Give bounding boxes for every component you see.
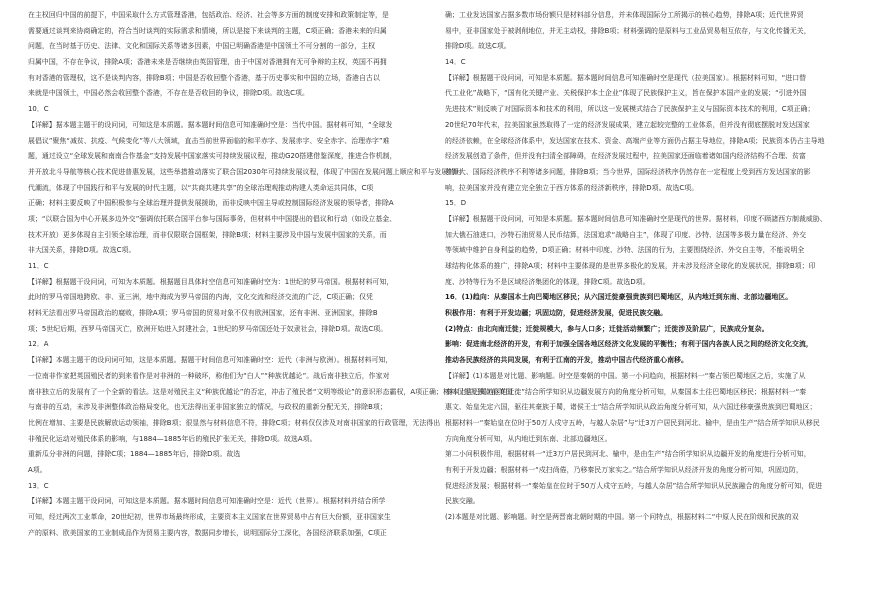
right-column-text-line: 响，拉美国家并没有建立完全独立于西方体系的经济新秩序，排除D项。故选C项。 <box>445 183 699 192</box>
left-column-text-line: 11．C <box>28 262 49 270</box>
left-column-text-line: 重新瓜分非洲的问题，排除C项；1884—1885年后，排除D项。故选 <box>28 450 241 459</box>
left-column-text-line: 有对香港的管理权，这不是谈判内容，排除B项；中国是否收回整个香港，基于历史事实和中国的立场，香港自古以 <box>28 73 380 82</box>
left-column-text-line: 非殖民化运动对殖民体系的影响，与1884—1885年后的殖民扩张无关，排除D项。故选A项。 <box>28 434 317 443</box>
left-column-text-line: 【详解】本题主题干的设问词可知，这是本质题。据题干时间信息可知准确时空：近代（非洲与欧洲）。根据材料可知， <box>28 356 393 365</box>
left-column-text-line: 此时的罗马帝国地跨欧、非、亚三洲，地中海成为罗马帝国的内海，文化交流和经济交流的广泛，C项正确；仅凭 <box>28 293 373 302</box>
left-column-text-line: 【详解】据本题主题干的设问词，可知这是本质题。据本题时间信息可知准确时空是：当代中国。据材料可知，“全球发 <box>28 120 393 129</box>
left-column-text-line: 12．A <box>28 340 49 349</box>
left-column-text-line: 比例在增加、主要是民族解放运动领袖，排除B项；很显然与材料信息不符，排除C项；材料仅仅涉及对南非国家的行政管理，无法得出 <box>28 418 441 427</box>
right-column-text-line: (2)本题是对比题、影响题。时空是两晋南北朝时期的中国。第一个问特点，根据材料二“中原人民在阶级和民族的双 <box>445 513 799 521</box>
right-column-text-line: 16．(1)趋向：从秦国本土向巴蜀地区移民；从六国迁徙豪强贵族到巴蜀地区，从内地迁到东南、北部边疆地区。 <box>445 293 793 302</box>
right-column-text-line: 20世纪70年代末，拉美国家虽然取得了一定的经济发展成果，建立起较完整的工业体系，但并没有彻底摆脱对发达国家 <box>445 120 810 129</box>
right-column-text-line: 方向角度分析可知，从内地迁到东南、北部边疆地区。 <box>445 434 612 443</box>
right-column-text-line: 易中，亚非国家处于被剥削地位，并无主动权，排除B项；材料强调的是原料与工业品贸易相互依存，与文化传播无关， <box>445 26 811 35</box>
right-column-text-line: (2)特点：由北向南迁徙；迁徙规模大，参与人口多；迁徙活动频繁广；迁徙涉及阶层广，民族成分复杂。 <box>445 324 769 333</box>
right-column-text-line: 第二小问积极作用，根据材料一“迁3万户居民到河北、榆中，是由生产”结合所学知识从边疆开发的角度进行分析可知， <box>445 450 811 459</box>
right-column-text-line: 14．C <box>445 58 466 67</box>
left-column-text-line: 问题，在当时基于历史、法律、文化和国际关系等诸多因素，中国已明确香港是中国领土不可分割的一部分，主权 <box>28 42 376 51</box>
right-column-text-line: 促进经济发展；根据材料一“秦始皇在位时于50万人戍守五岭，与越人杂居”结合所学知识从民族融合的角度分析可知，促进 <box>445 481 823 490</box>
left-column-text-line: 一位南非作家把英国殖民者的到来看作是对非洲的一种破坏，称他们为“白人”“种族优越论”。战后南非独立后，作家对 <box>28 371 390 380</box>
right-column-text-line: 【详解】根据题干设问词，可知是本质题。据本题时间信息可知准确时空是现代（拉美国家）。根据材料可知，“进口替 <box>445 73 807 82</box>
right-column-text-line: 民族交融。 <box>445 497 480 506</box>
right-column-text-line: 等领域中维护自身利益的趋势，D项正确；材料中印度、沙特、法国的行为，主要围绕经济、外交自主等，不能说明全 <box>445 246 805 255</box>
left-column-text-line: 题，通过设立“全球发展和南南合作基金”支持发展中国家落实可持续发展议程，推动G20搭建借鉴深度，推进合作机制， <box>28 152 397 161</box>
right-column-text-line: 推动各民族经济的共同发展，有利于江南的开发，推动中国古代经济重心南移。 <box>445 356 688 365</box>
right-column-text-line: 积极作用：有利于开发边疆；巩固边防，促进经济发展，促进民族交融。 <box>445 309 668 318</box>
left-column-text-line: 项；5世纪后期，西罗马帝国灭亡，欧洲开始进入封建社会，1世纪的罗马帝国还处于奴隶社会，排除D项。故选C项。 <box>28 324 388 333</box>
right-column-text-line: 先进技术”则反映了对国际资本和技术的利用，所以这一发展模式结合了民族保护主义与国际资本技术的利用，C项正确； <box>445 105 815 114</box>
left-column-text-line: 项；“以联合国为中心开展多边外交”强调依托联合国平台参与国际事务，但材料中中国提出的倡议和行动（如设立基金、 <box>28 214 397 223</box>
left-column-text-line: 13．C <box>28 481 49 490</box>
right-column-text-line: 15．D <box>445 199 467 208</box>
right-column-text-line: 秦本土往巴蜀地区的迁徙”结合所学知识从边疆发展方向的角度分析可知，从秦国本土往巴蜀地区移民；根据材料一“秦 <box>445 387 807 396</box>
right-column-text-line: 影响：促进南北经济的开发，有利于加强全国各地区经济文化发展的平衡性；有利于国内各族人民之间的经济文化交流， <box>445 340 813 349</box>
left-column-text-line: 在主权回归中国的前提下，中国采取什么方式管理香港，包括政治、经济、社会等多方面的制度安排和政策制定等，是 <box>28 11 389 19</box>
left-column-text-line: 并开放北斗导航等核心技术促进普惠发展，这些举措推动落实了联合国2030年可持续发展议程，体现了中国在发展问题上顺应和平与发展的时 <box>28 167 463 176</box>
right-column-text-line: 有利于开发边疆；根据材料一“戍扫尚倦，乃移秦民万家实之。”结合所学知识从经济开发的角度分析可知，巩固边防， <box>445 465 803 474</box>
right-column-text-line: 排除D项。故选C项。 <box>445 42 511 51</box>
left-column-text-line: 代潮流，体现了中国践行和平与发展的时代主题，以“共商共建共享”的全球治理观推动构建人类命运共同体，C项 <box>28 183 374 192</box>
left-column-text-line: 正确；材料主要反映了中国积极参与全球治理并提供发展援助，而非反映中国主导或控制国际经济发展的领导者，排除A <box>28 199 394 208</box>
left-column-text-line: 可知，经过两次工业革命，20世纪初，世界市场最终形成，主要资本主义国家在世界贸易中占有巨大份额，亚非国家生 <box>28 513 391 521</box>
left-column-text-line: A项。 <box>28 465 47 474</box>
left-column-text-line: 归属中国，不存在争议，排除A项；香港未来是否继续由英国管理，由于中国对香港拥有无可争辩的主权，英国不再拥 <box>28 58 387 67</box>
right-column-text-line: 球结构化体系的推广，排除A项；材料中主要体现的是世界多极化的发展，并未涉及经济全球化的发展状况，排除B项；印 <box>445 262 816 270</box>
right-column-text-line: 【详解】根据题干设问词，可知是本质题。据本题时间信息可知准确时空是现代的世界。据材料，印度不顾諸西方制裁威胁、 <box>445 214 827 223</box>
left-column-text-line: 【详解】根据题干设问词，可知为本质题。根据题目具体时空信息可知准确时空为：1世纪的罗马帝国。根据材料可知， <box>28 277 394 286</box>
left-column-text-line: 10．C <box>28 105 49 114</box>
left-column-text-line: 南非独立后的发展有了一个全新的看法。这是对殖民主义“种族优越论”的否定，冲击了殖民者“文明等级论”的意识形态霸权，A项正确；材料仅提及独立前英国 <box>28 387 513 396</box>
right-column-text-line: 加大俄石油进口，沙特石油贸易人民币结算，法国追求“战略自主”，体现了印度、沙特、法国等多极力量在经济、外交 <box>445 230 807 239</box>
right-column <box>445 8 845 526</box>
right-column-text-line: 惠文、始皇先定六国，驱往其豪族于蜀，诸侯王士”结合所学知识从政治角度分析可知，从六国迁移豪强贵族到巴蜀地区； <box>445 403 817 412</box>
right-column-text-line: 代工业化”战略下，“国有化关键产业、关税保护本土企业”体现了民族保护主义，旨在保护本国产业的发展；“引进外国 <box>445 89 807 98</box>
left-column-text-line: 【详解】本题主题干设问词，可知这是本质题。据本题时间信息可知准确时空是：近代（世界）。根据材料并结合所学 <box>28 497 386 506</box>
left-column-text-line: 技术开放）更多体现自主引领全球治理，而非仅限联合国框架，排除B项；材料主要涉及中国与发展中国家的关系，而 <box>28 230 387 239</box>
right-column-text-line: 经济发展创造了条件，但并没有扫清全部障碍，在经济发展过程中，拉美国家还面临着诸如国内经济结构不合理、贫富 <box>445 152 806 161</box>
left-column-text-line: 非大国关系，排除D项。故选C项。 <box>28 246 136 255</box>
right-column-text-line: 度、沙特等行为不是区域经济集团化的体现，排除C项。故选D项。 <box>445 277 650 286</box>
right-column-text-line: 确；工业发达国家占据多数市场份额只是材料部分信息，并未体现国际分工所揭示的核心趋势，排除A项；近代世界贸 <box>445 11 804 19</box>
right-column-text-line: 差距大、国际经济秩序不利等诸多问题，排除B项；当今世界，国际经济秩序仍然存在一定程度上受到西方发达国家的影 <box>445 167 811 176</box>
left-column-text-line: 产的原料、欧美国家的工业制成品作为贸易主要内容，数据同步增长，说明国际分工深化，各国经济联系加强，C项正 <box>28 528 387 537</box>
left-column-text-line: 来就是中国领土，中国必然会收回整个香港，不存在是否收回的争议，排除D项。故选C项。 <box>28 89 309 98</box>
left-column-text-line: 展倡议”聚焦“减贫、抗疫、气候变化”等八大领域，直击当前世界面临的和平赤字、发展赤字、安全赤字、治理赤字”难 <box>28 136 390 145</box>
right-column-text-line: 根据材料一“秦始皇在位时于50万人戍守五岭，与越人杂居”与“迁3万户居民到河北、榆中，是由生产”结合所学知识从移民 <box>445 418 820 427</box>
right-column-text-line: 的经济依赖，在全球经济体系中，发达国家在技术、资金、高端产业等方面仍占据主导地位，排除A项；民族资本仍占主导地 <box>445 136 825 145</box>
left-column-text-line: 需要通过谈判来协商确定的，符合当时谈判的实际需求和情境，所以是接下来谈判的主题，C项正确；香港未来的归属 <box>28 26 387 35</box>
right-column-text-line: 【详解】(1)本题是对比题、影响题。时空是秦朝的中国。第一小问趋向，根据材料一“秦占领巴蜀地区之后，实施了从 <box>445 371 806 380</box>
left-column-text-line: 材料无法看出罗马帝国政治的腐败，排除A项；罗马帝国的贸易对象不仅有欧洲国家，还有非洲、亚洲国家，排除B <box>28 309 378 318</box>
left-column-text-line: 与南非的互动，未涉及非洲整体政治格局变化，也无法得出亚非国家独立的情况，与政权的重新分配无关，排除B项； <box>28 403 387 412</box>
